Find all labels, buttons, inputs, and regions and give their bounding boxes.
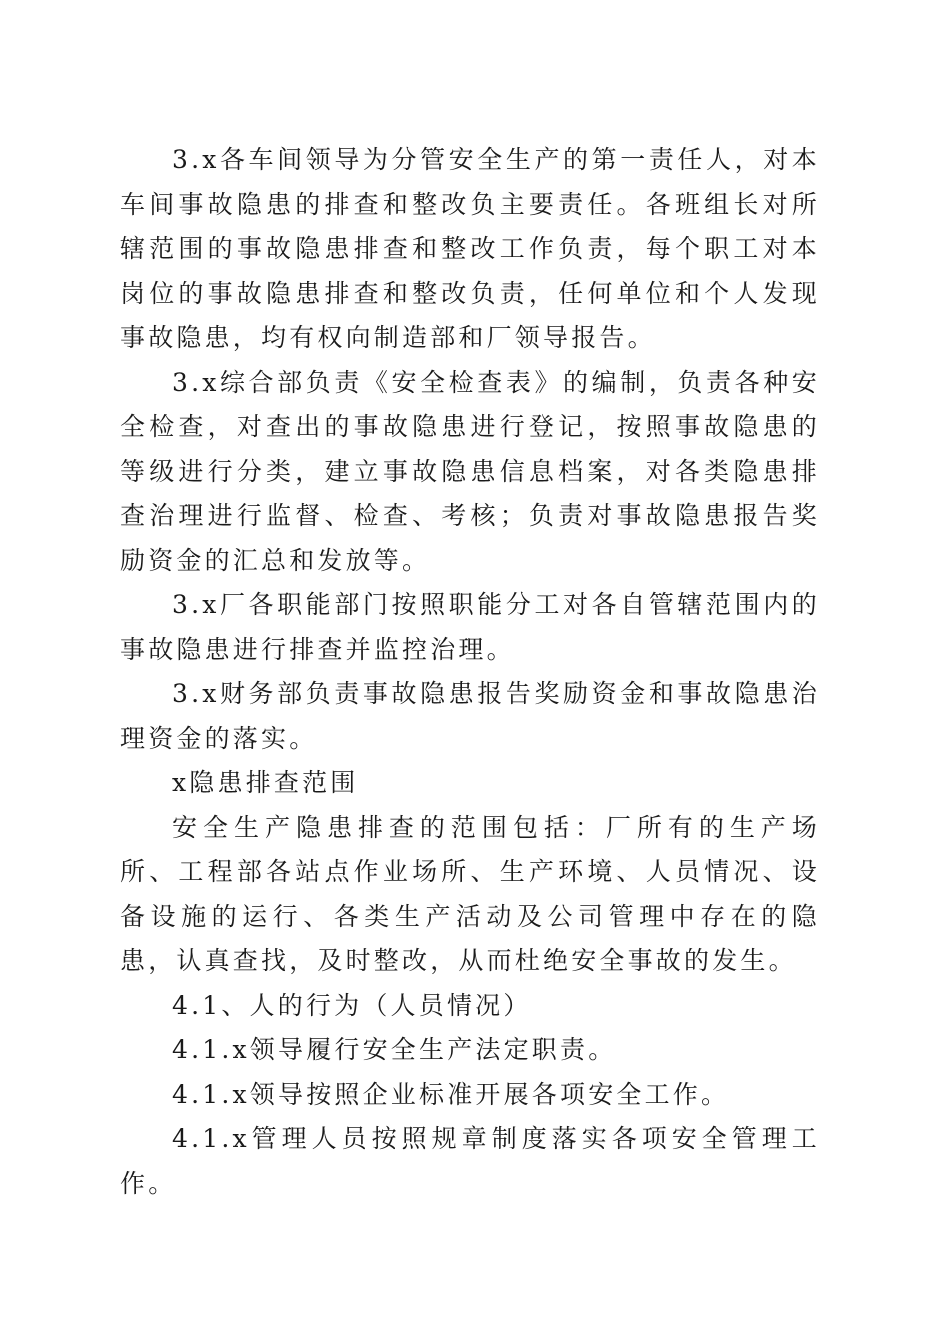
- document-body: [120, 138, 820, 1206]
- list-item-leader-standards: 4.1.x领导按照企业标准开展各项安全工作。: [172, 1079, 730, 1109]
- subsection-heading-human-behavior: 4.1、人的行为（人员情况）: [172, 990, 532, 1020]
- paragraph-inspection-scope: 安全生产隐患排查的范围包括：厂所有的生产场所、工程部各站点作业场所、生产环境、人员情况、设备设施的运行、各类生产活动及公司管理中存在的隐患，认真查找，及时整改，从而杜绝安全事故的发生。: [120, 812, 820, 975]
- section-heading-inspection-scope: x隐患排查范围: [172, 768, 359, 797]
- paragraph-functional-departments: 3.x厂各职能部门按照职能分工对各自管辖范围内的事故隐患进行排查并监控治理。: [120, 590, 820, 664]
- list-item-leader-duties: 4.1.x领导履行安全生产法定职责。: [172, 1035, 617, 1064]
- list-item-management-rules: 4.1.x管理人员按照规章制度落实各项安全管理工作。: [120, 1124, 820, 1198]
- paragraph-finance-department: 3.x财务部负责事故隐患报告奖励资金和事故隐患治理资金的落实。: [120, 679, 820, 753]
- paragraph-general-department: 3.x综合部负责《安全检查表》的编制，负责各种安全检查，对查出的事故隐患进行登记，按照事故隐患的等级进行分类，建立事故隐患信息档案，对各类隐患排查治理进行监督、检查、考核；负责对事故隐患报告奖励资金的汇总和发放等。: [120, 367, 820, 575]
- paragraph-workshop-leaders: 3.x各车间领导为分管安全生产的第一责任人，对本车间事故隐患的排查和整改负主要责任。各班组长对所辖范围的事故隐患排查和整改工作负责，每个职工对本岗位的事故隐患排查和整改负责，任何单位和个人发现事故隐患，均有权向制造部和厂领导报告。: [120, 145, 820, 352]
